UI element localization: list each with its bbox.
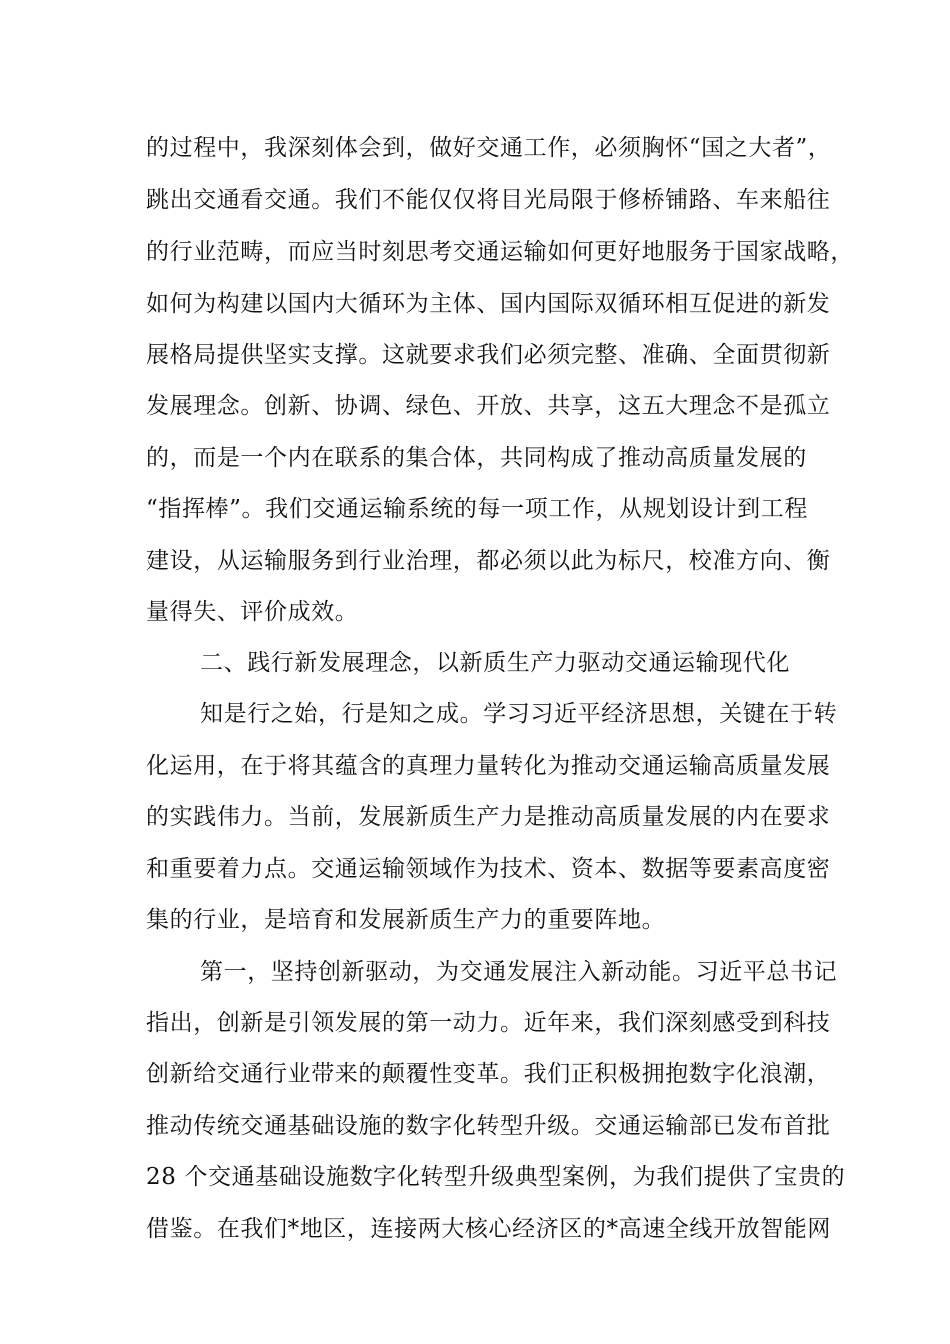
paragraph-line-16: 第一，坚持创新驱动，为交通发展注入新动能。习近平总书记 — [200, 959, 838, 985]
paragraph-line-19: 推动传统交通基础设施的数字化转型升级。交通运输部已发布首批 — [146, 1113, 831, 1139]
paragraph-line-5: 展格局提供坚实支撑。这就要求我们必须完整、准确、全面贯彻新 — [146, 342, 831, 368]
paragraph-line-4: 如何为构建以国内大循环为主体、国内国际双循环相互促进的新发 — [146, 291, 831, 317]
paragraph-line-18: 创新给交通行业带来的颠覆性变革。我们正积极拥抱数字化浪潮， — [146, 1061, 831, 1087]
paragraph-line-2: 跳出交通看交通。我们不能仅仅将目光局限于修桥铺路、车来船往 — [146, 187, 831, 213]
paragraph-line-11: 知是行之始，行是知之成。学习习近平经济思想，关键在于转 — [200, 701, 838, 727]
paragraph-line-15: 集的行业，是培育和发展新质生产力的重要阵地。 — [146, 907, 666, 933]
paragraph-line-20: 28 个交通基础设施数字化转型升级典型案例，为我们提供了宝贵的 — [146, 1164, 846, 1190]
paragraph-line-6: 发展理念。创新、协调、绿色、开放、共享，这五大理念不是孤立 — [146, 393, 831, 419]
paragraph-line-13: 的实践伟力。当前，发展新质生产力是推动高质量发展的内在要求 — [146, 804, 831, 830]
paragraph-line-14: 和重要着力点。交通运输领域作为技术、资本、数据等要素高度密 — [146, 856, 831, 882]
paragraph-line-8: “指挥棒”。我们交通运输系统的每一项工作，从规划设计到工程 — [146, 496, 808, 522]
paragraph-line-10: 量得失、评价成效。 — [146, 599, 359, 625]
paragraph-line-7: 的，而是一个内在联系的集合体，共同构成了推动高质量发展的 — [146, 445, 807, 471]
paragraph-line-21: 借鉴。在我们*地区，连接两大核心经济区的*高速全线开放智能网 — [146, 1216, 831, 1242]
paragraph-line-9: 建设，从运输服务到行业治理，都必须以此为标尺，校准方向、衡 — [146, 548, 831, 574]
paragraph-line-3: 的行业范畴，而应当时刻思考交通运输如何更好地服务于国家战略， — [146, 239, 854, 265]
paragraph-line-17: 指出，创新是引领发展的第一动力。近年来，我们深刻感受到科技 — [146, 1010, 831, 1036]
section-heading: 二、践行新发展理念，以新质生产力驱动交通运输现代化 — [200, 650, 790, 676]
paragraph-line-12: 化运用，在于将其蕴含的真理力量转化为推动交通运输高质量发展 — [146, 753, 831, 779]
paragraph-line-1: 的过程中，我深刻体会到，做好交通工作，必须胸怀“国之大者”， — [146, 135, 832, 161]
